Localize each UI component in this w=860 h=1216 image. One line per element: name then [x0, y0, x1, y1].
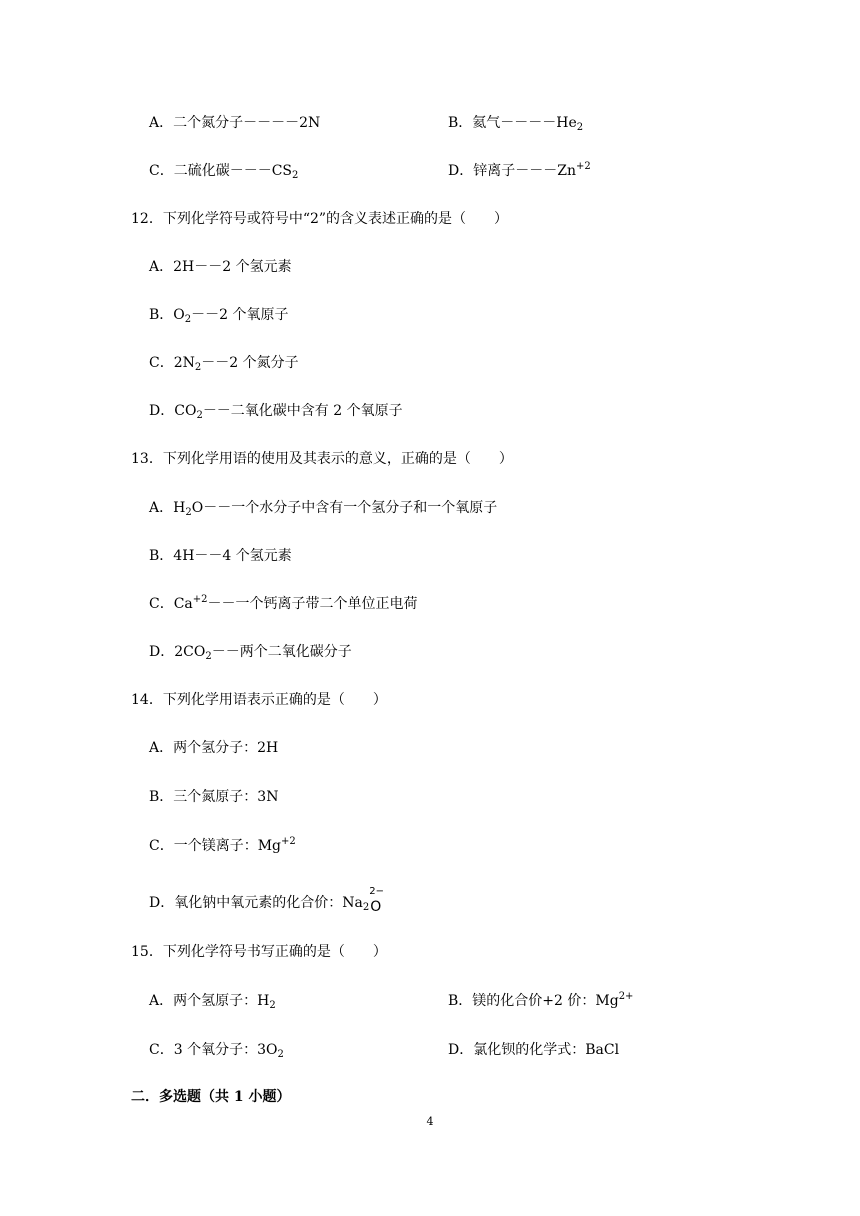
subscript: 2 [269, 1000, 276, 1011]
subscript: 2 [205, 651, 212, 662]
q13-stem: 13．下列化学用语的使用及其表示的意义，正确的是（ ） [131, 451, 513, 467]
option-label: C． [149, 838, 174, 854]
option-label: D． [149, 644, 175, 660]
option-label: D． [448, 163, 474, 179]
q15-option-b [448, 991, 633, 1011]
q12-option-b [149, 305, 289, 325]
option-text: 锌离子－－－Zn [473, 163, 576, 179]
option-text: 2N [173, 355, 195, 371]
valence-notation [369, 886, 384, 915]
subscript: 2 [184, 314, 192, 325]
option-label: B． [149, 307, 174, 323]
option-text: 氦气－－－－He [472, 115, 577, 131]
q14-option-d [149, 886, 384, 915]
subscript: 2 [196, 410, 203, 421]
subscript: 2 [292, 170, 299, 181]
valence-charge: 2− [369, 886, 384, 897]
q12-stem: 12．下列化学符号或符号中“2”的含义表述正确的是（ ） [131, 211, 509, 227]
option-text: Ca [173, 596, 193, 612]
option-label: A． [149, 115, 174, 131]
q12-option-d [149, 401, 403, 421]
option-label: D． [149, 895, 175, 911]
option-text: 4H－－4 个氢元素 [173, 548, 292, 564]
valence-element: O [370, 899, 382, 915]
option-text: 两个氢分子：2H [173, 740, 279, 756]
option-text: O [173, 307, 185, 323]
option-label: D． [448, 1042, 474, 1058]
superscript: +2 [575, 161, 591, 172]
subscript: 2 [185, 507, 192, 518]
option-text: 二硫化碳－－－CS [173, 163, 293, 179]
q14-option-b [149, 787, 278, 807]
q12-option-c [149, 353, 299, 373]
q15-option-d [448, 1040, 619, 1060]
option-text: 氧化钠中氧元素的化合价：Na [174, 895, 363, 911]
option-label: C． [149, 163, 174, 179]
option-text: 两个氢原子：H [173, 993, 270, 1009]
option-text: 2H－－2 个氢元素 [173, 259, 292, 275]
q11-option-b [448, 113, 583, 133]
q11-option-a [149, 113, 320, 133]
q15-option-a [149, 991, 276, 1011]
option-text: 三个氮原子：3N [173, 789, 279, 805]
q15-stem: 15．下列化学符号书写正确的是（ ） [131, 944, 387, 960]
q13-option-c [149, 594, 418, 614]
q13-option-d [149, 642, 352, 662]
option-label: A． [149, 500, 174, 516]
subscript: 2 [362, 902, 370, 913]
option-text: 3 个氧分子：3O [173, 1042, 278, 1058]
q14-option-c [149, 836, 296, 856]
option-text: H [173, 500, 186, 516]
page-number: 4 [426, 1115, 434, 1128]
q12-option-a [149, 257, 292, 277]
option-label: A． [149, 740, 174, 756]
superscript: 2+ [618, 991, 634, 1002]
option-label: B． [448, 115, 473, 131]
option-label: D． [149, 403, 175, 419]
q11-option-d [448, 161, 591, 181]
subscript: 2 [277, 1049, 284, 1060]
option-text: CO [174, 403, 197, 419]
subscript: 2 [194, 362, 202, 373]
option-text-rest: －－2 个氧原子 [191, 307, 289, 323]
option-label: C． [149, 355, 174, 371]
q13-option-a [149, 498, 497, 518]
section-heading: 二．多选题（共 1 小题） [131, 1089, 291, 1105]
option-label: A． [149, 993, 174, 1009]
option-text: 2CO [174, 644, 206, 660]
option-label: B． [149, 548, 174, 564]
superscript: +2 [281, 836, 296, 847]
option-text: 镁的化合价+2 价：Mg [472, 993, 619, 1009]
option-label: A． [149, 259, 174, 275]
option-label: C． [149, 596, 174, 612]
option-label: C． [149, 1042, 174, 1058]
option-label: B． [149, 789, 174, 805]
q15-option-c [149, 1040, 284, 1060]
subscript: 2 [576, 122, 584, 133]
option-text-rest: O－－一个水分子中含有一个氢分子和一个氧原子 [191, 500, 498, 516]
option-text: 二个氮分子－－－－2N [173, 115, 321, 131]
option-text-rest: －－二氧化碳中含有 2 个氧原子 [202, 403, 403, 419]
q14-stem: 14．下列化学用语表示正确的是（ ） [131, 692, 387, 708]
q11-option-c [149, 161, 298, 181]
option-text: 一个镁离子：Mg [173, 838, 282, 854]
q14-option-a [149, 738, 278, 758]
superscript: +2 [192, 594, 208, 605]
option-text-rest: －－一个钙离子带二个单位正电荷 [207, 596, 418, 612]
option-text: 氯化钡的化学式：BaCl [473, 1042, 620, 1058]
option-text-rest: －－两个二氧化碳分子 [211, 644, 352, 660]
option-label: B． [448, 993, 473, 1009]
q13-option-b [149, 546, 292, 566]
option-text-rest: －－2 个氮分子 [201, 355, 299, 371]
